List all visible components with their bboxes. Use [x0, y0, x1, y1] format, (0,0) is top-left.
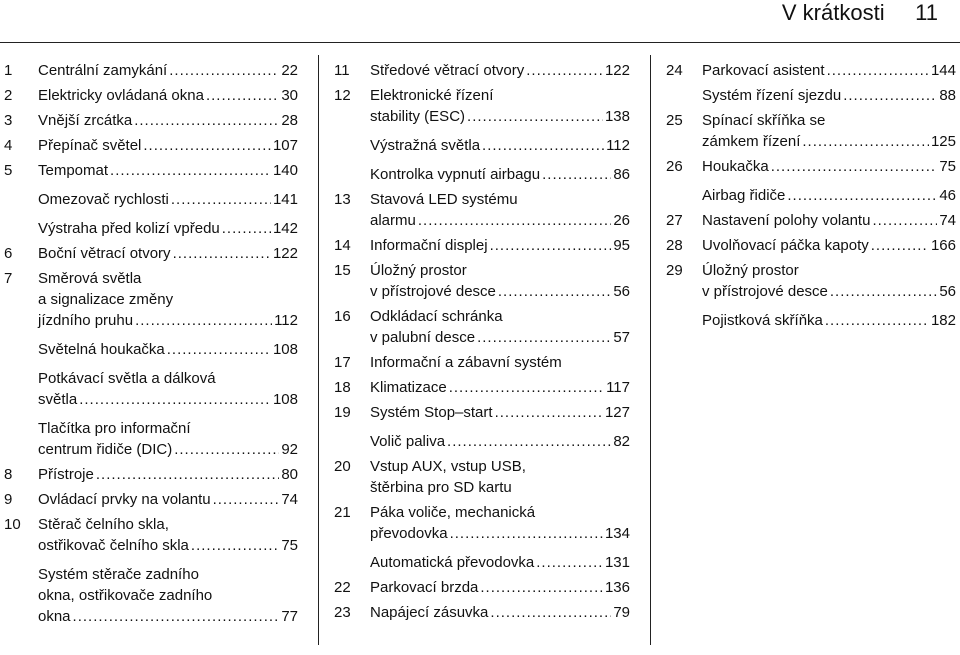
entry-text: Parkovací brzda [370, 579, 479, 596]
page-number-link[interactable]: 57 [613, 329, 630, 346]
entry-number: 9 [4, 491, 13, 508]
leader-dots [490, 602, 611, 623]
index-entry [334, 164, 630, 185]
index-entry [4, 514, 298, 556]
entry-text: Potkávací světla a dálková [38, 370, 216, 387]
entry-number [4, 218, 38, 239]
entry-number: 3 [4, 112, 13, 129]
index-entry [4, 418, 298, 460]
entry-text: zámkem řízení [702, 133, 801, 150]
index-entry [4, 268, 298, 331]
page-number-link[interactable]: 92 [281, 441, 298, 458]
page-number-link[interactable]: 28 [281, 112, 298, 129]
leader-dots [171, 189, 271, 210]
leader-dots [467, 106, 603, 127]
entry-text: Elektricky ovládaná okna [38, 87, 204, 104]
entry-text: Systém řízení sjezdu [702, 87, 842, 104]
leader-dots [536, 552, 603, 573]
leader-dots [167, 339, 271, 360]
leader-dots [482, 135, 604, 156]
entry-number: 26 [666, 158, 683, 175]
page-number-link[interactable]: 75 [281, 537, 298, 554]
page-number-link[interactable]: 88 [939, 87, 956, 104]
entry-number: 4 [4, 137, 13, 154]
entry-number: 19 [334, 404, 351, 421]
entry-number: 25 [666, 112, 683, 129]
page-number-link[interactable]: 144 [930, 62, 956, 79]
entry-text: Vnější zrcátka [38, 112, 133, 129]
entry-text: Úložný prostor [702, 262, 799, 279]
entry-number: 2 [4, 87, 13, 104]
index-entry [666, 185, 956, 206]
entry-text: Elektronické řízení [370, 87, 494, 104]
entry-number: 28 [666, 237, 683, 254]
index-entry [666, 85, 956, 106]
index-entry [666, 110, 956, 152]
entry-text: Informační displej [370, 237, 488, 254]
page-number-link[interactable]: 107 [272, 137, 298, 154]
leader-dots [418, 210, 611, 231]
entry-number: 5 [4, 162, 13, 179]
index-entry [334, 402, 630, 423]
entry-text: Stěrač čelního skla, [38, 516, 169, 533]
index-entry [666, 260, 956, 302]
page-number-link[interactable]: 140 [272, 162, 298, 179]
entry-number: 18 [334, 379, 351, 396]
entry-text: Nastavení polohy volantu [702, 212, 871, 229]
entry-text: Parkovací asistent [702, 62, 825, 79]
entry-text: Úložný prostor [370, 262, 467, 279]
entry-text: Informační a zábavní systém [370, 354, 562, 371]
leader-dots [143, 135, 271, 156]
page-number-link[interactable]: 22 [281, 62, 298, 79]
page-number-link[interactable]: 122 [604, 62, 630, 79]
entry-number: 23 [334, 604, 351, 621]
entry-text: v přístrojové desce [702, 283, 828, 300]
leader-dots [542, 164, 611, 185]
index-entry [666, 156, 956, 177]
index-entry [4, 135, 298, 156]
entry-text: Vstup AUX, vstup USB, [370, 458, 526, 475]
page-number-link[interactable]: 166 [930, 237, 956, 254]
leader-dots [73, 606, 280, 627]
entry-number [4, 418, 38, 460]
page-title: V krátkosti 11 [781, 0, 938, 25]
entry-text: Směrová světla [38, 270, 142, 287]
index-entry [334, 431, 630, 452]
index-column-2 [334, 60, 630, 627]
leader-dots [173, 243, 271, 264]
page-number-link[interactable]: 138 [604, 108, 630, 125]
index-entry [334, 552, 630, 573]
entry-text: ostřikovač čelního skla [38, 537, 189, 554]
index-entry [4, 85, 298, 106]
leader-dots [191, 535, 279, 556]
index-entry [334, 85, 630, 127]
entry-text: Tlačítka pro informační [38, 420, 191, 437]
leader-dots [79, 389, 271, 410]
entry-text: stability (ESC) [370, 108, 466, 125]
index-entry [4, 339, 298, 360]
index-entry [334, 189, 630, 231]
page-number-link[interactable]: 46 [939, 187, 956, 204]
leader-dots [872, 210, 937, 231]
entry-text: Volič paliva [370, 433, 446, 450]
entry-text: Klimatizace [370, 379, 447, 396]
entry-text: Automatická převodovka [370, 554, 535, 571]
entry-number: 14 [334, 237, 351, 254]
index-entry [4, 110, 298, 131]
entry-number: 13 [334, 191, 351, 208]
page-number-link[interactable]: 141 [272, 191, 298, 208]
leader-dots [480, 577, 603, 598]
entry-text: Světelná houkačka [38, 341, 165, 358]
index-column-3 [666, 60, 956, 335]
leader-dots [450, 523, 603, 544]
column-divider-1 [318, 55, 319, 645]
index-entry [4, 218, 298, 239]
entry-number: 1 [4, 62, 13, 79]
entry-text: Výstraha před kolizí vpředu [38, 220, 220, 237]
index-entry [334, 306, 630, 348]
page-number-link[interactable]: 30 [281, 87, 298, 104]
page-number-link[interactable]: 112 [274, 312, 298, 329]
leader-dots [174, 439, 279, 460]
page-number-link[interactable]: 86 [613, 166, 630, 183]
leader-dots [447, 431, 611, 452]
entry-number [4, 564, 38, 627]
entry-text: Tempomat [38, 162, 109, 179]
leader-dots [206, 85, 279, 106]
entry-text: Airbag řidiče [702, 187, 786, 204]
leader-dots [477, 327, 611, 348]
index-entry [666, 210, 956, 231]
leader-dots [134, 110, 279, 131]
page-number-link[interactable]: 79 [613, 604, 630, 621]
entry-number [666, 85, 702, 106]
page-number-link[interactable]: 122 [272, 245, 298, 262]
index-entry [666, 60, 956, 81]
leader-dots [771, 156, 938, 177]
entry-text: Houkačka [702, 158, 769, 175]
entry-text: Pojistková skříňka [702, 312, 823, 329]
page-number-link[interactable]: 182 [930, 312, 956, 329]
leader-dots [830, 281, 937, 302]
index-entry [334, 260, 630, 302]
page-number-link[interactable]: 56 [939, 283, 956, 300]
entry-text: Ovládací prvky na volantu [38, 491, 211, 508]
page-number-link[interactable]: 26 [613, 212, 630, 229]
entry-text: Systém stěrače zadního [38, 566, 199, 583]
entry-number [334, 552, 370, 573]
header-divider [0, 42, 960, 43]
entry-text: okna, ostřikovače zadního [38, 587, 213, 604]
entry-number: 10 [4, 516, 21, 533]
page-number-link[interactable]: 82 [613, 433, 630, 450]
entry-text: okna [38, 608, 71, 625]
entry-text: Omezovač rychlosti [38, 191, 169, 208]
page-number-link[interactable]: 108 [272, 341, 298, 358]
leader-dots [213, 489, 280, 510]
entry-text: Systém Stop–start [370, 404, 493, 421]
page-number-link[interactable]: 74 [939, 212, 956, 229]
index-column-1 [4, 60, 298, 631]
page-number-link[interactable]: 125 [930, 133, 956, 150]
entry-text: Boční větrací otvory [38, 245, 171, 262]
leader-dots [827, 60, 929, 81]
leader-dots [498, 281, 611, 302]
index-entry [4, 160, 298, 181]
entry-number: 15 [334, 262, 351, 279]
leader-dots [169, 60, 279, 81]
entry-text: Výstražná světla [370, 137, 481, 154]
index-entry [334, 577, 630, 598]
entry-number: 21 [334, 504, 351, 521]
index-entry [334, 60, 630, 81]
page-number-link[interactable]: 80 [281, 466, 298, 483]
page-number-link[interactable]: 112 [606, 137, 630, 154]
entry-number: 29 [666, 262, 683, 279]
page-number-link[interactable]: 131 [604, 554, 630, 571]
entry-number: 7 [4, 270, 13, 287]
index-entry [666, 310, 956, 331]
page-number-link[interactable]: 77 [281, 608, 298, 625]
index-entry [4, 464, 298, 485]
entry-number: 27 [666, 212, 683, 229]
index-entry [4, 243, 298, 264]
column-divider-2 [650, 55, 651, 645]
entry-text: Napájecí zásuvka [370, 604, 489, 621]
entry-text: Středové větrací otvory [370, 62, 525, 79]
entry-number: 24 [666, 62, 683, 79]
entry-text: Stavová LED systému [370, 191, 518, 208]
entry-number: 17 [334, 354, 351, 371]
entry-text: a signalizace změny [38, 291, 174, 308]
page-number-link[interactable]: 75 [939, 158, 956, 175]
entry-text: centrum řidiče (DIC) [38, 441, 173, 458]
entry-number [334, 431, 370, 452]
leader-dots [222, 218, 271, 239]
leader-dots [802, 131, 929, 152]
entry-text: Odkládací schránka [370, 308, 503, 325]
entry-text: Spínací skříňka se [702, 112, 826, 129]
entry-text: Přepínač světel [38, 137, 142, 154]
page-number-link[interactable]: 117 [606, 379, 630, 396]
entry-text: Centrální zamykání [38, 62, 168, 79]
index-entry [334, 502, 630, 544]
entry-number: 6 [4, 245, 13, 262]
page-number-link[interactable]: 56 [613, 283, 630, 300]
entry-text: světla [38, 391, 78, 408]
page-number-link[interactable]: 127 [604, 404, 630, 421]
leader-dots [526, 60, 603, 81]
leader-dots [449, 377, 604, 398]
index-entry [334, 602, 630, 623]
entry-number [4, 189, 38, 210]
index-entry [4, 60, 298, 81]
entry-text: Přístroje [38, 466, 94, 483]
page-number-link[interactable]: 95 [613, 237, 630, 254]
entry-text: jízdního pruhu [38, 312, 134, 329]
page-number-link[interactable]: 142 [272, 220, 298, 237]
entry-number [666, 310, 702, 331]
entry-number [334, 164, 370, 185]
leader-dots [825, 310, 929, 331]
index-entry [4, 368, 298, 410]
index-entry [334, 352, 630, 373]
leader-dots [871, 235, 929, 256]
entry-text: v palubní desce [370, 329, 476, 346]
leader-dots [495, 402, 603, 423]
leader-dots [135, 310, 272, 331]
leader-dots [96, 464, 279, 485]
entry-number: 22 [334, 579, 351, 596]
index-entry [4, 189, 298, 210]
leader-dots [110, 160, 271, 181]
entry-text: alarmu [370, 212, 416, 229]
entry-number [4, 368, 38, 410]
leader-dots [843, 85, 937, 106]
page-number-link[interactable]: 136 [604, 579, 630, 596]
entry-number [334, 135, 370, 156]
leader-dots [490, 235, 612, 256]
entry-text: Páka voliče, mechanická [370, 504, 536, 521]
entry-number: 8 [4, 466, 13, 483]
entry-number [4, 339, 38, 360]
page-number-link[interactable]: 108 [272, 391, 298, 408]
entry-number: 12 [334, 87, 351, 104]
entry-number: 16 [334, 308, 351, 325]
index-entry [334, 377, 630, 398]
entry-text: převodovka [370, 525, 448, 542]
entry-text: Uvolňovací páčka kapoty [702, 237, 869, 254]
entry-text: Kontrolka vypnutí airbagu [370, 166, 541, 183]
index-entry [666, 235, 956, 256]
entry-number: 11 [334, 62, 350, 79]
index-entry [4, 564, 298, 627]
index-entry [334, 235, 630, 256]
page-number-link[interactable]: 74 [281, 491, 298, 508]
index-entry [334, 135, 630, 156]
entry-text: v přístrojové desce [370, 283, 496, 300]
page-number-link[interactable]: 134 [604, 525, 630, 542]
entry-number [666, 185, 702, 206]
leader-dots [787, 185, 937, 206]
entry-text: štěrbina pro SD kartu [370, 479, 512, 496]
entry-number: 20 [334, 458, 351, 475]
index-entry [4, 489, 298, 510]
index-entry [334, 456, 630, 498]
